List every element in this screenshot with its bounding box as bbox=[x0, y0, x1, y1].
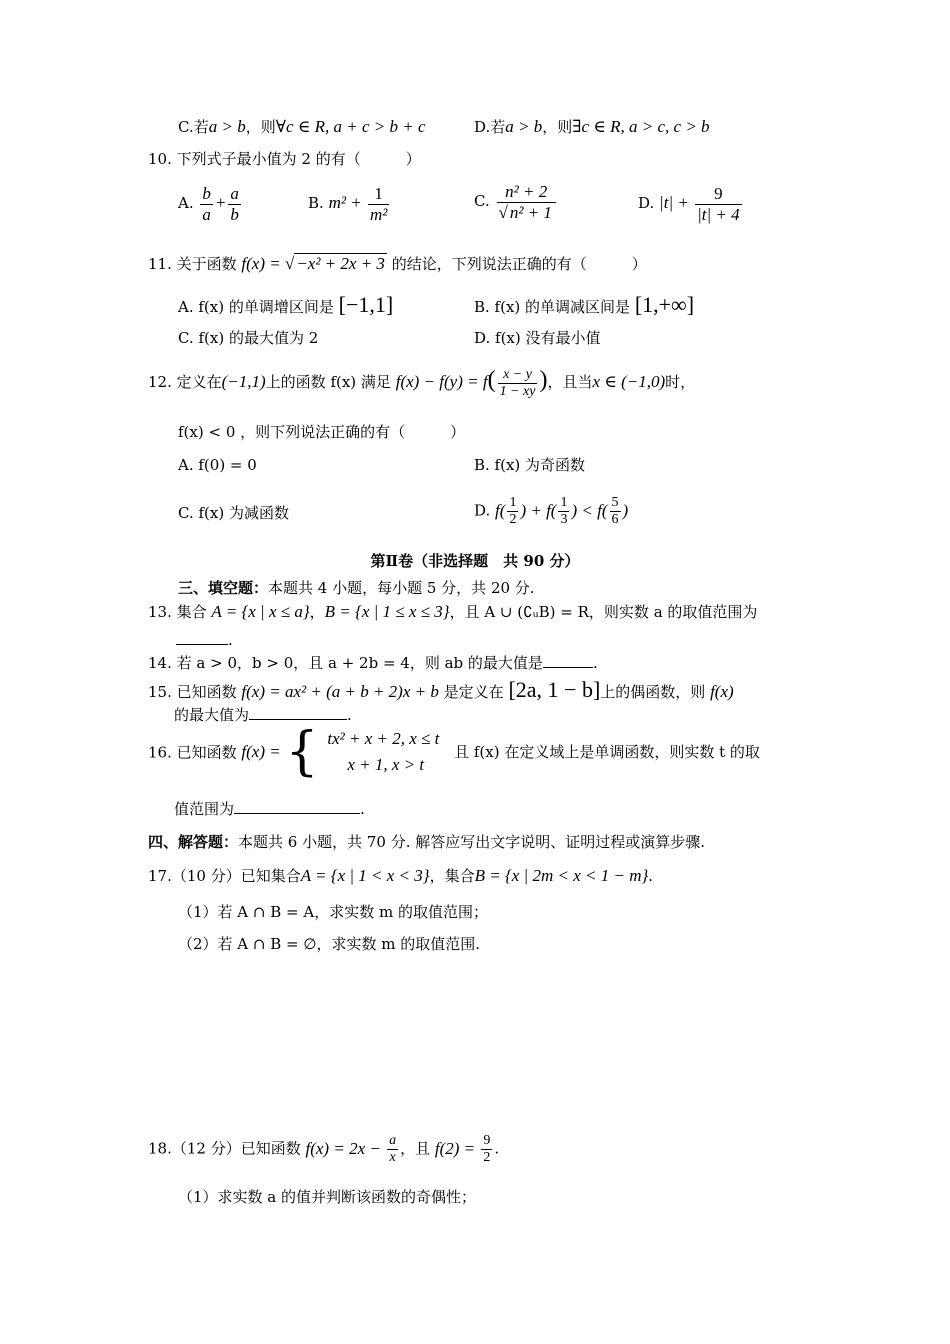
q10-option-d: D. |t| + $\frac{9}{|t| + 4}$ bbox=[638, 184, 740, 224]
q11-stem: 11. 关于函数 f(x) = √ −x² + 2x + 3 的结论，下列说法正确的有（ ） bbox=[148, 254, 647, 273]
q11-option-a: A. f(x) 的单调增区间是 [−1,1] bbox=[178, 292, 394, 317]
fill-in-heading: 三、填空题：本题共 4 小题，每小题 5 分，共 20 分. bbox=[178, 579, 535, 597]
q13-answer-line: . bbox=[176, 630, 233, 649]
q17-part1: （1）若 A ∩ B = A，求实数 m 的取值范围； bbox=[178, 903, 488, 921]
q12-option-c: C. f(x) 为减函数 bbox=[178, 504, 289, 522]
q16-brace: { bbox=[285, 722, 319, 783]
q10-option-a: A. $\frac{b}{a}$ + $\frac{a}{b}$ bbox=[178, 184, 239, 224]
q12-stem: 12. 定义在(−1,1)上的函数 f(x) 满足 f(x) − f(y) = f( $\frac{x - y}{1 - xy}$ )，且当x ∈ (−1,0)时， bbox=[148, 366, 696, 399]
q14-answer-blank[interactable] bbox=[543, 653, 593, 668]
q9-option-d: D.若a > b，则∃c ∈ R, a > c, c > b bbox=[474, 117, 710, 136]
q12-line2: f(x) < 0 ，则下列说法正确的有（ ） bbox=[178, 423, 466, 441]
q10-stem: 10. 下列式子最小值为 2 的有（ ） bbox=[148, 150, 421, 168]
q12-option-a: A. f(0) = 0 bbox=[178, 456, 257, 474]
section-2-title: 第Ⅱ卷（非选择题 共 90 分） bbox=[370, 552, 580, 570]
q16-answer-blank[interactable] bbox=[234, 799, 360, 814]
q11-option-c: C. f(x) 的最大值为 2 bbox=[178, 329, 319, 347]
q16-stem: 16. 已知函数 f(x) = { tx² + x + 2, x ≤ t x + 1, x > t 且 f(x) 在定义域上是单调函数，则实数 t 的取 bbox=[148, 722, 760, 783]
q16-cases: tx² + x + 2, x ≤ t x + 1, x > t bbox=[327, 729, 440, 775]
q16-line2: 值范围为 . bbox=[174, 800, 365, 818]
q9-option-c: C.若a > b，则∀c ∈ R, a + c > b + c bbox=[178, 117, 426, 136]
q13-stem: 13. 集合 A = {x | x ≤ a}，B = {x | 1 ≤ x ≤ 3}，且 A ∪ (∁ᵤB) = R，则实数 a 的取值范围为 bbox=[148, 602, 758, 621]
answer-section-heading: 四、解答题：本题共 6 小题，共 70 分. 解答应写出文字说明、证明过程或演算步骤. bbox=[148, 833, 706, 851]
q11-option-d: D. f(x) 没有最小值 bbox=[474, 329, 601, 347]
q15-line2: 的最大值为 . bbox=[174, 706, 352, 724]
q10-option-c: C. $\frac{\text{n² + 2}}{\text{√ n² + 1}}$ bbox=[474, 182, 558, 222]
q15-stem: 15. 已知函数 f(x) = ax² + (a + b + 2)x + b 是定义在 [2a, 1 − b]上的偶函数，则 f(x) bbox=[148, 677, 734, 702]
q15-answer-blank[interactable] bbox=[249, 705, 347, 720]
q14-stem: 14. 若 a > 0，b > 0，且 a + 2b = 4，则 ab 的最大值是 . bbox=[148, 654, 598, 672]
q17-stem: 17.（10 分）已知集合A = {x | 1 < x < 3}，集合B = {x | 2m < x < 1 − m}. bbox=[148, 866, 654, 885]
q13-answer-blank[interactable] bbox=[176, 630, 228, 645]
q10-option-b: B. m² + $\frac{1}{\text{m²}}$ bbox=[308, 184, 388, 224]
q18-stem: 18.（12 分）已知函数 f(x) = 2x − $\frac{a}{x}$ ，且 f(2) = $\frac{9}{2}$ . bbox=[148, 1133, 500, 1166]
q12-option-d: D. f( $\frac{1}{2}$ ) + f( $\frac{1}{3}$ ) < f( $\frac{5}{6}$ ) bbox=[474, 495, 629, 528]
q11-option-b: B. f(x) 的单调减区间是 [1,+∞] bbox=[474, 292, 695, 317]
q18-part1: （1）求实数 a 的值并判断该函数的奇偶性； bbox=[178, 1188, 477, 1206]
q12-option-b: B. f(x) 为奇函数 bbox=[474, 456, 586, 474]
q17-part2: （2）若 A ∩ B = ∅，求实数 m 的取值范围. bbox=[178, 935, 480, 953]
